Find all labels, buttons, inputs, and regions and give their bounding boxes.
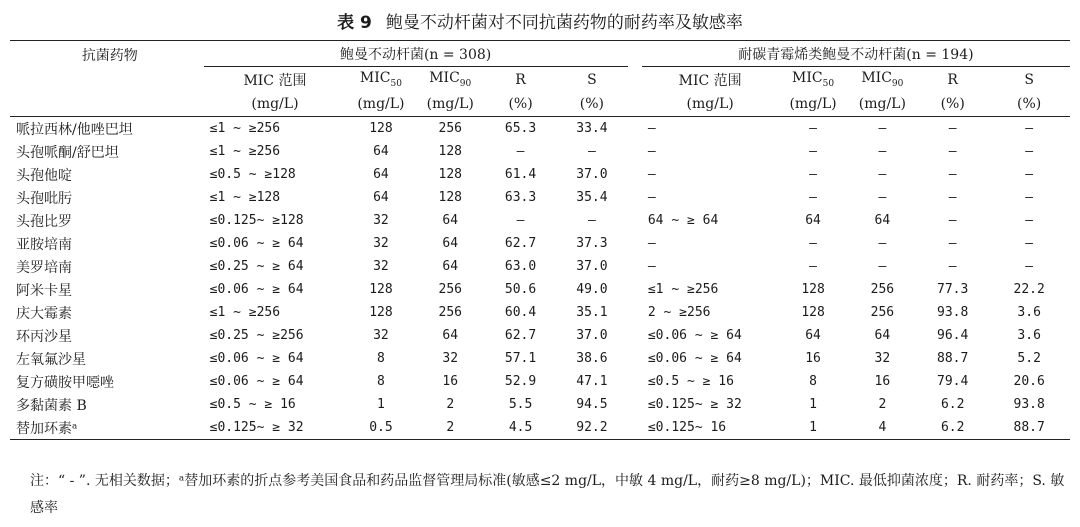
value-cell-2: 6.2 [940, 397, 965, 412]
table-row [10, 416, 1070, 440]
value-cell-2: 64 [874, 213, 891, 228]
drug-name-cell: 头孢哌酮/舒巴坦 [16, 144, 119, 161]
value-cell-2: 16 [874, 374, 891, 389]
value-cell-2: – [1025, 190, 1034, 205]
value-cell-2: 88.7 [937, 351, 969, 366]
value-cell: 2 [446, 397, 455, 412]
value-cell-2: – [809, 259, 817, 274]
value-cell: 37.0 [576, 259, 608, 274]
unit-r-2: (%) [940, 96, 965, 112]
value-cell: 128 [438, 190, 462, 205]
value-cell-2: 1 [809, 420, 817, 435]
drug-name-cell: 复方磺胺甲噁唑 [16, 374, 114, 391]
value-cell-2: 4 [878, 420, 887, 435]
value-cell-2: – [1025, 121, 1034, 136]
value-cell-2: 22.2 [1013, 282, 1045, 297]
table-row [10, 301, 1070, 324]
col-header-s: S [587, 71, 597, 88]
col-header-s-2: S [1024, 71, 1034, 88]
value-cell-2: – [878, 236, 887, 251]
value-cell: 64 [442, 213, 459, 228]
value-cell-2: – [878, 121, 887, 136]
table-row [10, 347, 1070, 370]
mic-range-cell-2: ≤0.06 ~ ≥ 64 [647, 351, 742, 366]
mic-range-cell: ≤0.125~ ≥ 32 [209, 420, 304, 435]
value-cell: – [587, 144, 596, 159]
value-cell: 2 [446, 420, 455, 435]
mic-range-cell: ≤1 ~ ≥256 [209, 144, 281, 159]
value-cell-2: – [948, 121, 957, 136]
table-caption: 鲍曼不动杆菌对不同抗菌药物的耐药率及敏感率 [385, 13, 743, 33]
drug-name-cell: 头孢比罗 [16, 213, 72, 230]
value-cell-2: 79.4 [937, 374, 969, 389]
value-cell-2: 5.2 [1017, 351, 1041, 366]
col-header-r: R [515, 71, 526, 88]
drug-name-cell: 头孢他啶 [16, 167, 72, 184]
value-cell-2: – [948, 236, 957, 251]
unit-s: (%) [579, 96, 605, 112]
mic-range-cell: ≤0.125~ ≥128 [209, 213, 304, 228]
value-cell: 50.6 [504, 282, 537, 297]
table-row [10, 370, 1070, 393]
drug-name-cell: 阿米卡星 [16, 282, 72, 299]
value-cell: 32 [373, 236, 389, 251]
value-cell-2: 64 [874, 328, 891, 343]
value-cell: 47.1 [576, 374, 608, 389]
value-cell-2: 88.7 [1013, 420, 1045, 435]
mic-range-cell: ≤1 ~ ≥256 [209, 121, 281, 136]
mic-range-cell: ≤0.06 ~ ≥ 64 [209, 282, 304, 297]
value-cell: 128 [369, 282, 393, 297]
value-cell-2: 93.8 [937, 305, 969, 320]
drug-name-cell: 美罗培南 [16, 259, 72, 276]
mic-range-cell-2: – [647, 190, 656, 205]
table-row [10, 209, 1070, 232]
value-cell-2: – [948, 190, 957, 205]
table-row [10, 140, 1070, 163]
value-cell-2: 96.4 [937, 328, 969, 343]
unit-r: (%) [508, 96, 533, 112]
value-cell: 65.3 [504, 121, 537, 136]
unit-s-2: (%) [1017, 96, 1042, 112]
table-footnote: 注：“ - ”. 无相关数据；ᵃ替加环素的折点参考美国食品和药品监督管理局标准(敏感≤2 mg/L，中敏 4 mg/L，耐药≥8 mg/L)；MIC. 最低抑菌浓度；R. 耐药率；S. 敏感率 [30, 473, 1065, 516]
value-cell: – [587, 213, 596, 228]
mic-range-cell: ≤0.5 ~ ≥ 16 [209, 397, 296, 412]
value-cell: 16 [442, 374, 459, 389]
mic-range-cell-2: 2 ~ ≥256 [647, 305, 711, 320]
value-cell: 4.5 [508, 420, 533, 435]
value-cell: 128 [438, 167, 462, 182]
value-cell-2: – [878, 144, 887, 159]
mic-range-cell-2: ≤0.5 ~ ≥ 16 [647, 374, 734, 389]
mic-range-cell-2: – [647, 236, 656, 251]
value-cell: 128 [438, 144, 462, 159]
value-cell: 35.4 [576, 190, 608, 205]
table-row [10, 186, 1070, 209]
value-cell: 63.0 [504, 259, 537, 274]
unit-mic50-2: (mg/L) [789, 96, 837, 112]
drug-name-cell: 多黏菌素 B [16, 397, 87, 414]
value-cell: 38.6 [576, 351, 608, 366]
drug-name-cell: 庆大霉素 [16, 305, 72, 322]
table-row [10, 163, 1070, 186]
table-title [0, 8, 1080, 33]
value-cell: 32 [373, 259, 389, 274]
value-cell-2: – [1025, 259, 1034, 274]
mic-range-cell-2: 64 ~ ≥ 64 [647, 213, 719, 228]
unit-mic-range: (mg/L) [251, 96, 299, 112]
value-cell: 62.7 [504, 236, 537, 251]
value-cell: 63.3 [504, 190, 537, 205]
drug-name-cell: 哌拉西林/他唑巴坦 [16, 121, 133, 138]
value-cell: 52.9 [504, 374, 537, 389]
table-number: 表 9 [337, 13, 372, 33]
value-cell-2: – [948, 167, 957, 182]
drug-name-cell: 头孢吡肟 [16, 190, 72, 207]
value-cell-2: 20.6 [1013, 374, 1045, 389]
col-header-mic50-2: $MIC_{50}$ [792, 70, 835, 89]
data-table [10, 40, 1070, 440]
value-cell: 37.0 [576, 167, 608, 182]
value-cell-2: 256 [870, 282, 895, 297]
table-row [10, 117, 1070, 141]
value-cell: 128 [369, 305, 393, 320]
value-cell: 0.5 [369, 420, 393, 435]
unit-mic90: (mg/L) [426, 96, 474, 112]
col-header-mic90-2: $MIC_{90}$ [861, 70, 904, 89]
value-cell: 92.2 [576, 420, 608, 435]
table-row [10, 278, 1070, 301]
col-header-r-2: R [947, 71, 958, 88]
group1-header: 鲍曼不动杆菌(n = 308) [204, 41, 628, 67]
value-cell: 32 [373, 213, 389, 228]
value-cell-2: 16 [805, 351, 821, 366]
col-header-mic-range-2: MIC 范围 [678, 72, 742, 89]
value-cell: 64 [373, 144, 389, 159]
value-cell-2: 3.6 [1017, 328, 1041, 343]
table-row [10, 232, 1070, 255]
value-cell-2: – [809, 236, 817, 251]
value-cell-2: – [948, 213, 957, 228]
mic-range-cell-2: ≤0.125~ ≥ 32 [647, 397, 742, 412]
value-cell-2: – [1025, 213, 1034, 228]
value-cell-2: 2 [878, 397, 887, 412]
value-cell: 61.4 [504, 167, 537, 182]
col-header-mic90: $MIC_{90}$ [429, 70, 472, 89]
value-cell-2: 128 [801, 282, 825, 297]
value-cell: 94.5 [576, 397, 608, 412]
mic-range-cell: ≤1 ~ ≥128 [209, 190, 281, 205]
value-cell-2: – [878, 167, 887, 182]
value-cell-2: 93.8 [1013, 397, 1045, 412]
mic-range-cell-2: – [647, 167, 656, 182]
value-cell: 64 [442, 328, 459, 343]
value-cell: 1 [377, 397, 385, 412]
mic-range-cell: ≤0.5 ~ ≥128 [209, 167, 296, 182]
value-cell-2: – [1025, 236, 1034, 251]
mic-range-cell-2: ≤0.125~ 16 [647, 420, 727, 435]
table-row [10, 255, 1070, 278]
value-cell: 8 [377, 374, 385, 389]
value-cell-2: – [809, 190, 817, 205]
value-cell: 37.3 [576, 236, 608, 251]
value-cell: 32 [373, 328, 389, 343]
group2-header: 耐碳青霉烯类鲍曼不动杆菌(n = 194) [642, 41, 1070, 67]
mic-range-cell: ≤0.06 ~ ≥ 64 [209, 351, 304, 366]
value-cell-2: – [948, 259, 957, 274]
value-cell-2: 6.2 [940, 420, 965, 435]
table-row [10, 324, 1070, 347]
value-cell-2: – [1025, 144, 1034, 159]
mic-range-cell-2: ≤1 ~ ≥256 [647, 282, 719, 297]
value-cell: 62.7 [504, 328, 537, 343]
mic-range-cell: ≤0.25 ~ ≥ 64 [209, 259, 304, 274]
mic-range-cell: ≤0.25 ~ ≥256 [209, 328, 304, 343]
value-cell: 37.0 [576, 328, 608, 343]
mic-range-cell-2: ≤0.06 ~ ≥ 64 [647, 328, 742, 343]
value-cell: 60.4 [504, 305, 537, 320]
value-cell: 35.1 [576, 305, 608, 320]
value-cell-2: 77.3 [937, 282, 969, 297]
value-cell-2: – [878, 190, 887, 205]
value-cell: 64 [442, 259, 459, 274]
value-cell-2: – [809, 144, 817, 159]
drug-name-cell: 环丙沙星 [16, 328, 72, 345]
value-cell-2: – [948, 144, 957, 159]
value-cell-2: 32 [874, 351, 891, 366]
value-cell-2: – [809, 167, 817, 182]
value-cell: 33.4 [576, 121, 608, 136]
value-cell-2: – [1025, 167, 1034, 182]
mic-range-cell-2: – [647, 121, 656, 136]
value-cell-2: 256 [870, 305, 895, 320]
value-cell-2: 1 [809, 397, 817, 412]
value-cell: 256 [438, 121, 462, 136]
value-cell-2: – [878, 259, 887, 274]
value-cell: 128 [369, 121, 393, 136]
value-cell: 57.1 [504, 351, 537, 366]
value-cell: – [516, 213, 525, 228]
drug-header: 抗菌药物 [10, 41, 204, 117]
mic-range-cell-2: – [647, 144, 656, 159]
drug-name-cell: 替加环素ᵃ [16, 420, 78, 437]
value-cell-2: 128 [801, 305, 825, 320]
table-row [10, 393, 1070, 416]
value-cell-2: 8 [809, 374, 817, 389]
header-group-row [10, 41, 1070, 67]
mic-range-cell-2: – [647, 259, 656, 274]
value-cell: 32 [442, 351, 459, 366]
value-cell-2: 64 [805, 213, 821, 228]
value-cell-2: 3.6 [1017, 305, 1041, 320]
value-cell: 256 [438, 305, 462, 320]
unit-mic50: (mg/L) [357, 96, 405, 112]
mic-range-cell: ≤0.06 ~ ≥ 64 [209, 236, 304, 251]
value-cell: 256 [438, 282, 462, 297]
value-cell: 64 [442, 236, 459, 251]
value-cell: – [516, 144, 525, 159]
drug-name-cell: 亚胺培南 [16, 236, 72, 253]
unit-mic-range-2: (mg/L) [686, 96, 734, 112]
col-header-mic-range: MIC 范围 [243, 72, 307, 89]
value-cell: 5.5 [508, 397, 533, 412]
value-cell: 8 [377, 351, 385, 366]
mic-range-cell: ≤0.06 ~ ≥ 64 [209, 374, 304, 389]
value-cell: 49.0 [576, 282, 608, 297]
col-header-mic50: $MIC_{50}$ [359, 70, 402, 89]
value-cell: 64 [373, 167, 389, 182]
value-cell-2: 64 [805, 328, 821, 343]
unit-mic90-2: (mg/L) [858, 96, 906, 112]
mic-range-cell: ≤1 ~ ≥256 [209, 305, 281, 320]
drug-name-cell: 左氧氟沙星 [16, 351, 86, 368]
value-cell: 64 [373, 190, 389, 205]
value-cell-2: – [809, 121, 817, 136]
